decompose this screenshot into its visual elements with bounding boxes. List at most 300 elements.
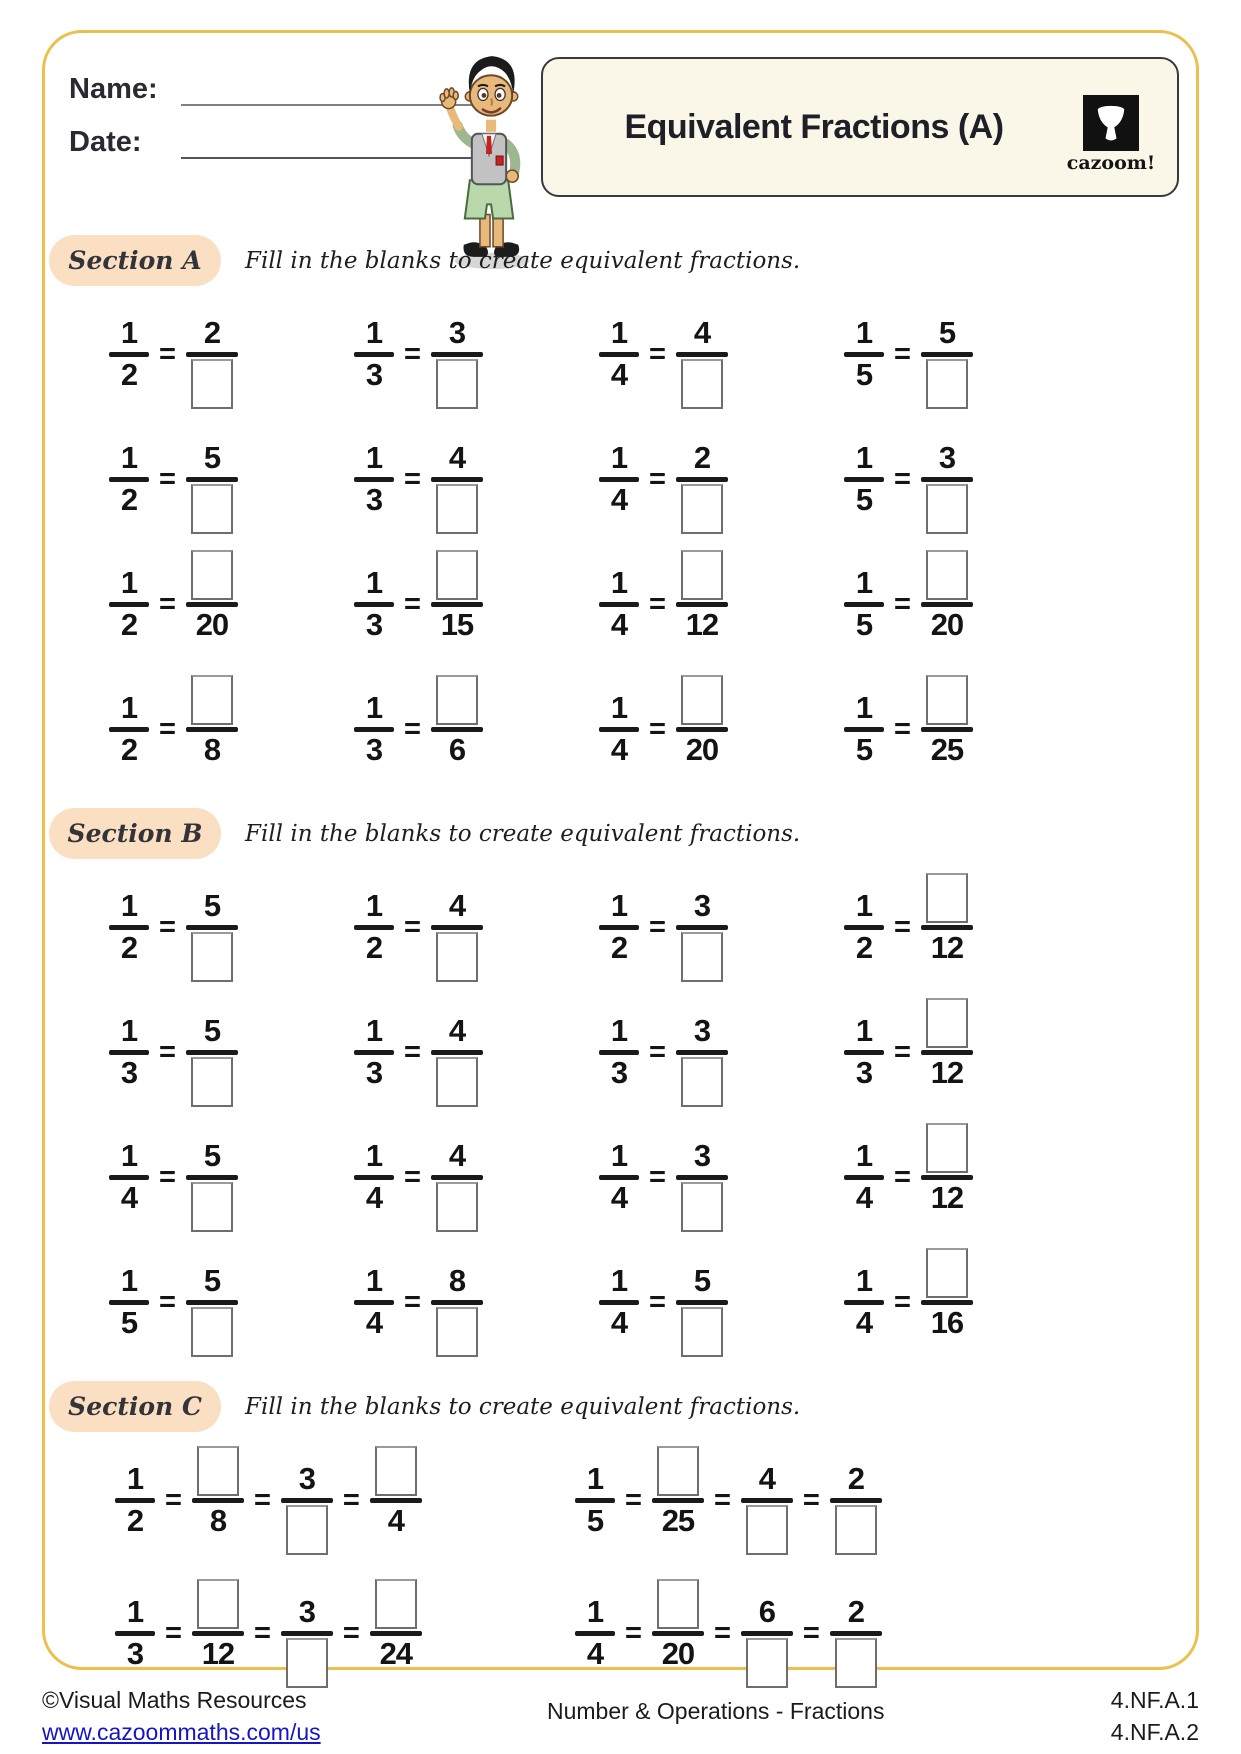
denominator-slot bbox=[121, 357, 137, 413]
numerator-slot bbox=[204, 421, 220, 477]
fraction-problem bbox=[326, 1119, 571, 1236]
fraction bbox=[599, 994, 639, 1111]
fraction-number: 3 bbox=[693, 1013, 711, 1048]
equals-sign: = bbox=[253, 1617, 271, 1649]
numerator-slot bbox=[856, 671, 872, 727]
numerator-slot bbox=[611, 994, 627, 1050]
fraction-number: 1 bbox=[610, 888, 628, 923]
fraction bbox=[431, 994, 483, 1111]
fraction-number: 5 bbox=[855, 357, 873, 392]
equals-sign: = bbox=[253, 1484, 271, 1516]
fraction bbox=[599, 546, 639, 663]
fraction bbox=[676, 421, 728, 538]
fraction-problem bbox=[816, 296, 1061, 413]
equals-sign: = bbox=[159, 588, 176, 620]
fraction-problem bbox=[571, 1244, 816, 1361]
fraction bbox=[830, 1442, 882, 1559]
fraction bbox=[921, 546, 973, 663]
fraction-number: 1 bbox=[610, 1013, 628, 1048]
denominator-slot bbox=[931, 732, 963, 788]
numerator-slot bbox=[694, 296, 710, 352]
denominator-slot bbox=[191, 482, 233, 538]
numerator-slot bbox=[121, 1244, 137, 1300]
fraction-number: 5 bbox=[203, 888, 221, 923]
denominator-slot bbox=[931, 1055, 963, 1111]
answer-box[interactable] bbox=[681, 484, 723, 534]
fraction-number: 1 bbox=[610, 1138, 628, 1173]
fraction-number: 4 bbox=[448, 888, 466, 923]
fraction bbox=[741, 1575, 793, 1692]
numerator-slot bbox=[366, 421, 382, 477]
equals-sign: = bbox=[159, 911, 176, 943]
equals-sign: = bbox=[404, 1286, 421, 1318]
answer-box[interactable] bbox=[191, 550, 233, 600]
denominator-slot bbox=[366, 930, 382, 986]
fraction-number: 1 bbox=[365, 1138, 383, 1173]
numerator-slot bbox=[611, 546, 627, 602]
fraction bbox=[844, 296, 884, 413]
fraction bbox=[109, 1119, 149, 1236]
fraction bbox=[921, 421, 973, 538]
fraction bbox=[599, 1244, 639, 1361]
answer-box[interactable] bbox=[926, 550, 968, 600]
answer-box[interactable] bbox=[681, 932, 723, 982]
fraction-number: 12 bbox=[930, 930, 964, 965]
fraction-number: 8 bbox=[448, 1263, 466, 1298]
answer-box[interactable] bbox=[835, 1505, 877, 1555]
fraction-problem bbox=[571, 994, 816, 1111]
fraction-problem bbox=[575, 1442, 1035, 1559]
answer-box[interactable] bbox=[286, 1638, 328, 1688]
fraction bbox=[676, 994, 728, 1111]
fraction-problem bbox=[326, 296, 571, 413]
equals-sign: = bbox=[649, 463, 666, 495]
numerator-slot bbox=[926, 1244, 968, 1300]
fraction-number: 2 bbox=[126, 1503, 144, 1538]
equals-sign: = bbox=[159, 1036, 176, 1068]
fraction-problem bbox=[326, 994, 571, 1111]
answer-box[interactable] bbox=[375, 1446, 417, 1496]
fraction bbox=[431, 1244, 483, 1361]
fraction-problem bbox=[571, 1119, 816, 1236]
numerator-slot bbox=[449, 296, 465, 352]
answer-box[interactable] bbox=[746, 1505, 788, 1555]
denominator-slot bbox=[611, 1055, 627, 1111]
fraction-number: 3 bbox=[365, 607, 383, 642]
fraction-number: 6 bbox=[448, 732, 466, 767]
fraction-number: 4 bbox=[693, 315, 711, 350]
fraction-number: 2 bbox=[120, 732, 138, 767]
worksheet-title: Equivalent Fractions (A) bbox=[624, 107, 1004, 146]
fraction bbox=[830, 1575, 882, 1692]
fraction-number: 1 bbox=[120, 1013, 138, 1048]
answer-box[interactable] bbox=[681, 1307, 723, 1357]
answer-box[interactable] bbox=[926, 359, 968, 409]
name-label: Name: bbox=[69, 73, 158, 105]
numerator-slot bbox=[127, 1575, 143, 1631]
numerator-slot bbox=[449, 869, 465, 925]
fraction-problem bbox=[81, 994, 326, 1111]
fraction bbox=[921, 994, 973, 1111]
equals-sign: = bbox=[404, 1036, 421, 1068]
fraction-number: 1 bbox=[610, 440, 628, 475]
denominator-slot bbox=[681, 1055, 723, 1111]
numerator-slot bbox=[366, 1119, 382, 1175]
fraction-number: 3 bbox=[120, 1055, 138, 1090]
answer-box[interactable] bbox=[681, 675, 723, 725]
equals-sign: = bbox=[713, 1617, 731, 1649]
fraction-number: 1 bbox=[365, 1263, 383, 1298]
denominator-slot bbox=[191, 1055, 233, 1111]
footer-standards bbox=[1111, 1684, 1199, 1748]
equals-sign: = bbox=[649, 338, 666, 370]
numerator-slot bbox=[848, 1442, 864, 1498]
answer-box[interactable] bbox=[436, 484, 478, 534]
denominator-slot bbox=[856, 357, 872, 413]
numerator-slot bbox=[694, 869, 710, 925]
numerator-slot bbox=[436, 546, 478, 602]
fraction-number: 1 bbox=[120, 1138, 138, 1173]
numerator-slot bbox=[197, 1575, 239, 1631]
denominator-slot bbox=[611, 482, 627, 538]
numerator-slot bbox=[366, 869, 382, 925]
fraction bbox=[281, 1575, 333, 1692]
numerator-slot bbox=[366, 671, 382, 727]
fraction-number: 1 bbox=[126, 1461, 144, 1496]
fraction-number: 5 bbox=[203, 1013, 221, 1048]
fraction-number: 4 bbox=[855, 1305, 873, 1340]
worksheet-content bbox=[45, 235, 1196, 1698]
equals-sign: = bbox=[713, 1484, 731, 1516]
answer-box[interactable] bbox=[191, 1057, 233, 1107]
fraction-number: 2 bbox=[365, 930, 383, 965]
equals-sign: = bbox=[625, 1617, 642, 1649]
fraction-problem bbox=[115, 1442, 575, 1559]
numerator-slot bbox=[299, 1575, 315, 1631]
denominator-slot bbox=[681, 357, 723, 413]
fraction bbox=[844, 1244, 884, 1361]
numerator-slot bbox=[366, 1244, 382, 1300]
denominator-slot bbox=[436, 357, 478, 413]
equals-sign: = bbox=[894, 588, 911, 620]
fraction bbox=[599, 421, 639, 538]
denominator-slot bbox=[366, 482, 382, 538]
equals-sign: = bbox=[342, 1484, 360, 1516]
equals-sign: = bbox=[404, 713, 421, 745]
answer-box[interactable] bbox=[375, 1579, 417, 1629]
answer-box[interactable] bbox=[436, 675, 478, 725]
answer-box[interactable] bbox=[681, 359, 723, 409]
fraction-problem bbox=[571, 546, 816, 663]
fraction-number: 3 bbox=[365, 482, 383, 517]
numerator-slot bbox=[587, 1575, 603, 1631]
section-b-problem-grid bbox=[81, 869, 1061, 1361]
answer-box[interactable] bbox=[926, 1248, 968, 1298]
answer-box[interactable] bbox=[191, 359, 233, 409]
fraction bbox=[186, 994, 238, 1111]
numerator-slot bbox=[121, 994, 137, 1050]
denominator-slot bbox=[121, 607, 137, 663]
fraction-number: 4 bbox=[610, 482, 628, 517]
fraction bbox=[741, 1442, 793, 1559]
fraction-number: 25 bbox=[661, 1503, 695, 1538]
fraction-number: 8 bbox=[209, 1503, 227, 1538]
fraction bbox=[676, 296, 728, 413]
fraction-number: 12 bbox=[930, 1055, 964, 1090]
answer-box[interactable] bbox=[436, 359, 478, 409]
numerator-slot bbox=[856, 296, 872, 352]
fraction-number: 1 bbox=[120, 888, 138, 923]
equals-sign: = bbox=[649, 1286, 666, 1318]
fraction-number: 5 bbox=[855, 732, 873, 767]
section-c-problem-grid bbox=[115, 1442, 1035, 1692]
fraction-number: 20 bbox=[685, 732, 719, 767]
fraction-number: 4 bbox=[448, 1013, 466, 1048]
answer-box[interactable] bbox=[197, 1579, 239, 1629]
numerator-slot bbox=[449, 421, 465, 477]
fraction-number: 4 bbox=[610, 732, 628, 767]
numerator-slot bbox=[681, 546, 723, 602]
denominator-slot bbox=[436, 930, 478, 986]
denominator-slot bbox=[856, 607, 872, 663]
answer-box[interactable] bbox=[436, 1182, 478, 1232]
answer-box[interactable] bbox=[657, 1579, 699, 1629]
denominator-slot bbox=[611, 1180, 627, 1236]
numerator-slot bbox=[926, 546, 968, 602]
denominator-slot bbox=[856, 1305, 872, 1361]
answer-box[interactable] bbox=[191, 932, 233, 982]
numerator-slot bbox=[611, 1119, 627, 1175]
fraction-number: 1 bbox=[855, 1138, 873, 1173]
fraction bbox=[370, 1442, 422, 1559]
denominator-slot bbox=[191, 1305, 233, 1361]
fraction-problem bbox=[115, 1575, 575, 1692]
denominator-slot bbox=[856, 1055, 872, 1111]
fraction bbox=[354, 546, 394, 663]
fraction-number: 1 bbox=[120, 565, 138, 600]
fraction-number: 3 bbox=[448, 315, 466, 350]
denominator-slot bbox=[746, 1503, 788, 1559]
fraction bbox=[186, 1119, 238, 1236]
fraction bbox=[431, 869, 483, 986]
denominator-slot bbox=[127, 1503, 143, 1559]
numerator-slot bbox=[191, 546, 233, 602]
fraction bbox=[186, 1244, 238, 1361]
equals-sign: = bbox=[802, 1484, 820, 1516]
fraction-problem bbox=[816, 546, 1061, 663]
fraction-number: 1 bbox=[120, 440, 138, 475]
denominator-slot bbox=[835, 1503, 877, 1559]
fraction-number: 2 bbox=[120, 357, 138, 392]
equals-sign: = bbox=[649, 713, 666, 745]
cazoom-drum-icon bbox=[1083, 95, 1139, 151]
fraction bbox=[921, 1244, 973, 1361]
fraction-number: 1 bbox=[365, 1013, 383, 1048]
fraction-number: 24 bbox=[379, 1636, 413, 1671]
fraction bbox=[599, 671, 639, 788]
fraction-number: 1 bbox=[365, 690, 383, 725]
answer-box[interactable] bbox=[681, 1057, 723, 1107]
numerator-slot bbox=[449, 994, 465, 1050]
answer-box[interactable] bbox=[286, 1505, 328, 1555]
fraction-problem bbox=[81, 1119, 326, 1236]
denominator-slot bbox=[662, 1503, 694, 1559]
denominator-slot bbox=[436, 1055, 478, 1111]
denominator-slot bbox=[931, 930, 963, 986]
numerator-slot bbox=[204, 994, 220, 1050]
denominator-slot bbox=[366, 1305, 382, 1361]
cazoom-logo bbox=[1065, 95, 1157, 174]
denominator-slot bbox=[686, 607, 718, 663]
fraction bbox=[676, 869, 728, 986]
numerator-slot bbox=[611, 671, 627, 727]
answer-box[interactable] bbox=[926, 998, 968, 1048]
equals-sign: = bbox=[894, 338, 911, 370]
numerator-slot bbox=[939, 296, 955, 352]
equals-sign: = bbox=[342, 1617, 360, 1649]
fraction-number: 4 bbox=[610, 1180, 628, 1215]
numerator-slot bbox=[299, 1442, 315, 1498]
section-a-label: Section A bbox=[49, 235, 221, 286]
numerator-slot bbox=[204, 296, 220, 352]
fraction-problem bbox=[326, 1244, 571, 1361]
numerator-slot bbox=[587, 1442, 603, 1498]
equals-sign: = bbox=[894, 713, 911, 745]
fraction-problem bbox=[571, 869, 816, 986]
denominator-slot bbox=[366, 607, 382, 663]
denominator-slot bbox=[436, 1305, 478, 1361]
fraction bbox=[186, 421, 238, 538]
fraction bbox=[109, 869, 149, 986]
numerator-slot bbox=[856, 546, 872, 602]
numerator-slot bbox=[611, 869, 627, 925]
numerator-slot bbox=[121, 546, 137, 602]
denominator-slot bbox=[366, 357, 382, 413]
section-a-problem-grid bbox=[81, 296, 1061, 788]
equals-sign: = bbox=[894, 1161, 911, 1193]
answer-box[interactable] bbox=[926, 484, 968, 534]
numerator-slot bbox=[657, 1442, 699, 1498]
denominator-slot bbox=[856, 1180, 872, 1236]
fraction-problem bbox=[816, 421, 1061, 538]
answer-box[interactable] bbox=[657, 1446, 699, 1496]
fraction-number: 3 bbox=[693, 1138, 711, 1173]
denominator-slot bbox=[121, 930, 137, 986]
denominator-slot bbox=[856, 930, 872, 986]
answer-box[interactable] bbox=[926, 675, 968, 725]
fraction bbox=[599, 296, 639, 413]
fraction-number: 1 bbox=[855, 1263, 873, 1298]
equals-sign: = bbox=[894, 463, 911, 495]
equals-sign: = bbox=[894, 911, 911, 943]
answer-box[interactable] bbox=[197, 1446, 239, 1496]
fraction-number: 4 bbox=[855, 1180, 873, 1215]
answer-box[interactable] bbox=[681, 1182, 723, 1232]
fraction-number: 1 bbox=[586, 1594, 604, 1629]
denominator-slot bbox=[611, 930, 627, 986]
numerator-slot bbox=[436, 671, 478, 727]
answer-box[interactable] bbox=[436, 1057, 478, 1107]
denominator-slot bbox=[926, 482, 968, 538]
numerator-slot bbox=[127, 1442, 143, 1498]
fraction bbox=[431, 546, 483, 663]
answer-box[interactable] bbox=[191, 675, 233, 725]
answer-box[interactable] bbox=[191, 1182, 233, 1232]
numerator-slot bbox=[926, 671, 968, 727]
numerator-slot bbox=[694, 994, 710, 1050]
fraction bbox=[354, 296, 394, 413]
fraction-number: 1 bbox=[855, 565, 873, 600]
fraction-number: 4 bbox=[120, 1180, 138, 1215]
answer-box[interactable] bbox=[191, 484, 233, 534]
numerator-slot bbox=[121, 671, 137, 727]
fraction bbox=[676, 1119, 728, 1236]
numerator-slot bbox=[926, 994, 968, 1050]
fraction bbox=[676, 546, 728, 663]
fraction bbox=[354, 671, 394, 788]
denominator-slot bbox=[686, 732, 718, 788]
numerator-slot bbox=[366, 546, 382, 602]
fraction-number: 8 bbox=[203, 732, 221, 767]
fraction-number: 1 bbox=[365, 315, 383, 350]
equals-sign: = bbox=[404, 338, 421, 370]
answer-box[interactable] bbox=[436, 932, 478, 982]
fraction-number: 12 bbox=[201, 1636, 235, 1671]
denominator-slot bbox=[681, 482, 723, 538]
numerator-slot bbox=[926, 1119, 968, 1175]
answer-box[interactable] bbox=[681, 550, 723, 600]
website-link[interactable]: www.cazoommaths.com/us bbox=[42, 1719, 321, 1745]
answer-box[interactable] bbox=[436, 550, 478, 600]
fraction bbox=[186, 671, 238, 788]
numerator-slot bbox=[694, 1244, 710, 1300]
fraction bbox=[186, 296, 238, 413]
answer-box[interactable] bbox=[835, 1638, 877, 1688]
cazoom-logo-text: cazoom! bbox=[1066, 151, 1156, 174]
fraction bbox=[354, 994, 394, 1111]
fraction bbox=[844, 546, 884, 663]
fraction-number: 4 bbox=[586, 1636, 604, 1671]
numerator-slot bbox=[121, 421, 137, 477]
fraction bbox=[844, 994, 884, 1111]
denominator-slot bbox=[856, 732, 872, 788]
answer-box[interactable] bbox=[926, 873, 968, 923]
answer-box[interactable] bbox=[191, 1307, 233, 1357]
footer-subject: Number & Operations - Fractions bbox=[546, 1698, 885, 1724]
fraction bbox=[676, 671, 728, 788]
numerator-slot bbox=[121, 1119, 137, 1175]
answer-box[interactable] bbox=[746, 1638, 788, 1688]
fraction-problem bbox=[571, 296, 816, 413]
fraction-number: 5 bbox=[203, 440, 221, 475]
fraction-number: 2 bbox=[693, 440, 711, 475]
numerator-slot bbox=[197, 1442, 239, 1498]
denominator-slot bbox=[191, 1180, 233, 1236]
fraction bbox=[115, 1442, 155, 1559]
answer-box[interactable] bbox=[436, 1307, 478, 1357]
equals-sign: = bbox=[894, 1286, 911, 1318]
fraction-number: 1 bbox=[586, 1461, 604, 1496]
denominator-slot bbox=[210, 1503, 226, 1559]
equals-sign: = bbox=[159, 338, 176, 370]
answer-box[interactable] bbox=[926, 1123, 968, 1173]
equals-sign: = bbox=[649, 911, 666, 943]
equals-sign: = bbox=[159, 463, 176, 495]
fraction-number: 20 bbox=[930, 607, 964, 642]
fraction-number: 3 bbox=[126, 1636, 144, 1671]
denominator-slot bbox=[931, 1180, 963, 1236]
numerator-slot bbox=[449, 1119, 465, 1175]
